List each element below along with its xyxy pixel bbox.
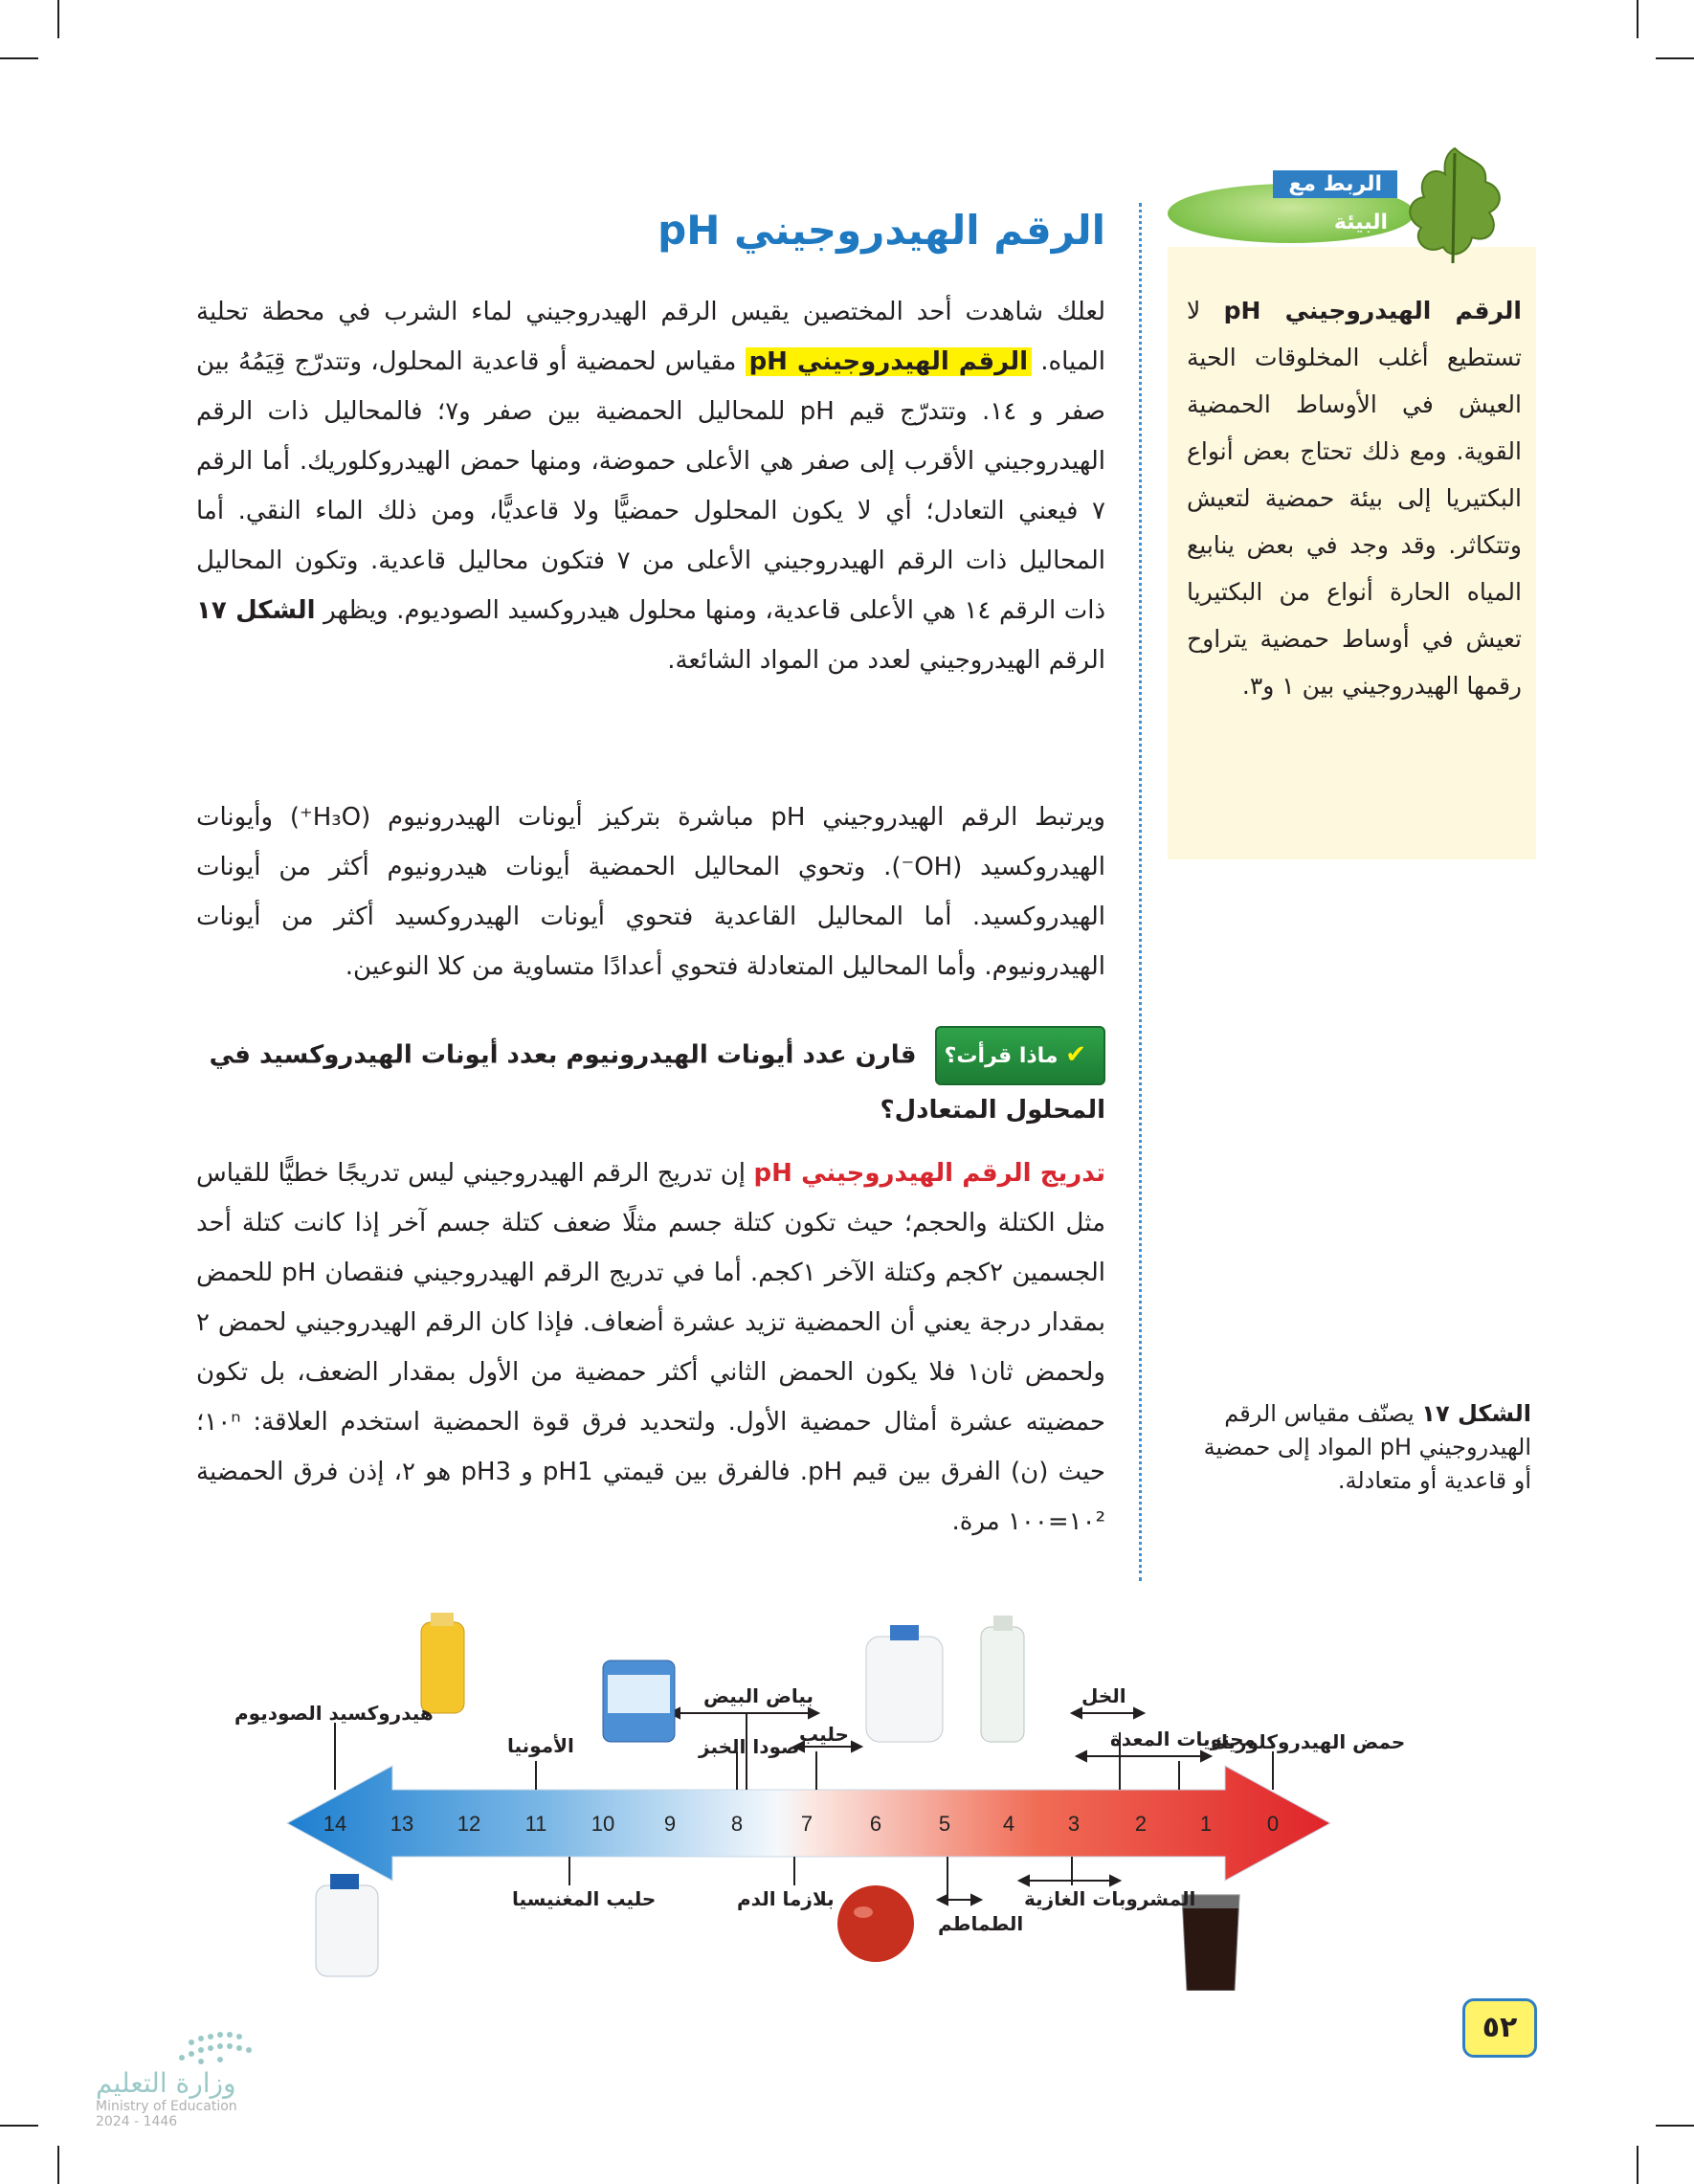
vinegar-bottle-image [981,1627,1024,1742]
caption-text: يصنّف مقياس الرقم الهيدروجيني pH المواد إلى حمضية أو قاعدية أو متعادلة. [1203,1400,1531,1494]
figure-reference: الشكل ١٧ [196,596,316,625]
ph-11: 11 [524,1812,547,1836]
ph-14: 14 [323,1812,347,1836]
badge-line2: البيئة [1333,211,1388,234]
crop-mark [0,2125,38,2127]
label-hcl: حمض الهيدروكلوريك [1211,1730,1406,1753]
ph-7: 7 [800,1812,814,1836]
ministry-dots-icon [172,2029,287,2067]
page-number: ٥٢ [1462,1998,1537,2058]
ph-12: 12 [457,1812,481,1836]
crop-mark [1637,0,1638,38]
sidebar-heading: الرقم الهيدروجيني pH [1223,297,1522,324]
label-magnesia: حليب المغنيسيا [512,1887,657,1910]
label-tomato: الطماطم [938,1912,1024,1935]
crop-mark [0,57,38,59]
label-eggwhite: بياض البيض [703,1684,814,1707]
ph-0: 0 [1266,1812,1280,1836]
sidebar-body: لا تستطيع أغلب المخلوقات الحية العيش في الأوساط الحمضية القوية. ومع ذلك تحتاج بعض أنواع البكتيريا إلى بيئة حمضية لتعيش وتتكاثر. وقد وجد في بعض ينابيع المياه الحارة أنواع من البكتيريا تعيش في أوساط حمضية يتراوح رقمها الهيدروجيني بين ١ و٣. [1187,297,1522,700]
ph-4: 4 [1002,1812,1015,1836]
para1-intro: لعلك شاهدت أحد المختصين يقيس الرقم الهيدروجيني لماء الشرب في محطة تحلية المياه. [196,298,1106,376]
label-bakingsoda: صودا الخبز [699,1735,800,1758]
label-naoh: هيدروكسيد الصوديوم [234,1702,434,1725]
paragraph-3 [196,1148,1105,1547]
crop-mark [57,0,59,38]
column-divider [1139,203,1142,1581]
figure-caption [1187,1397,1531,1498]
crop-mark [1637,2146,1638,2184]
ph-8: 8 [730,1812,744,1836]
label-stomach: محتويات المعدة [1110,1727,1257,1750]
label-ammonia: الأمونيا [507,1734,574,1757]
label-milk: حليب [799,1723,849,1746]
reading-check-question: قارن عدد أيونات الهيدرونيوم بعدد أيونات الهيدروكسيد في المحلول المتعادل؟ [209,1040,1105,1125]
reading-check-badge [935,1026,1105,1085]
reading-check-label: ماذا قرأت؟ [944,1044,1059,1068]
tomato-image [837,1885,914,1962]
oak-leaf-icon [1397,144,1512,268]
paragraph-2: ويرتبط الرقم الهيدروجيني pH مباشرة بتركيز أيونات الهيدرونيوم (H₃O⁺) وأيونات الهيدروكسيد (OH⁻). وتحوي المحاليل الحمضية أيونات هيدرونيوم أكثر من أيونات الهيدروكسيد. أما المحاليل القاعدية فتحوي أيونات الهيدروكسيد أكثر من أيونات الهيدرونيوم. وأما المحاليل المتعادلة فتحوي أعدادًا متساوية من كلا النوعين. [196,803,1105,981]
key-term: الرقم الهيدروجيني pH [746,347,1032,376]
caption-label: الشكل ١٧ [1421,1400,1531,1427]
ministry-name-ar: وزارة التعليم [96,2067,236,2099]
ph-scale-figure [234,1608,1406,1991]
ph-6: 6 [869,1812,882,1836]
para1-end: الرقم الهيدروجيني لعدد من المواد الشائعة. [667,646,1105,675]
section-title: الرقم الهيدروجيني pH [658,207,1105,254]
reading-check [196,1026,1105,1135]
ph-1: 1 [1199,1812,1213,1836]
ph-13: 13 [390,1812,414,1836]
ministry-logo [96,2029,287,2129]
para1-body: مقياس لحمضية أو قاعدية المحلول، وتتدرّج قِيَمُهُ بين صفر و ١٤. وتتدرّج قيم pH للمحاليل الحمضية بين صفر و٧؛ فالمحاليل ذات الرقم الهيدروجيني الأقرب إلى صفر هي الأعلى حموضة، ومنها حمض الهيدروكلوريك. أما الرقم ٧ فيعني التعادل؛ أي لا يكون المحلول حمضيًّا ولا قاعديًّا، ومن ذلك الماء النقي. أما المحاليل ذات الرقم الهيدروجيني الأعلى من ٧ فتكون محاليل قاعدية. وتكون المحاليل ذات الرقم ١٤ هي الأعلى قاعدية، ومنها محلول هيدروكسيد الصوديوم. ويظهر [196,347,1106,625]
ph-3: 3 [1067,1812,1081,1836]
label-vinegar: الخل [1081,1684,1126,1707]
magnesia-bottle-image [316,1885,378,1976]
label-plasma: بلازما الدم [737,1887,835,1910]
crop-mark [1656,2125,1694,2127]
check-icon: ✔ [1065,1040,1086,1069]
badge-line1: الربط مع [1273,170,1397,198]
ph-scale-svg [278,1608,1340,1991]
sidebar-text [1187,287,1522,709]
ph-2: 2 [1134,1812,1148,1836]
ph-10: 10 [591,1812,615,1836]
label-soda: المشروبات الغازية [1024,1887,1196,1910]
para3-body: إن تدريج الرقم الهيدروجيني ليس تدريجًا خطيًّا للقياس مثل الكتلة والحجم؛ حيث تكون كتلة جسم مثلًا ضعف كتلة جسم آخر إذا كانت كتلة أحد الجسمين ٢كجم وكتلة الآخر ١كجم. أما في تدريج الرقم الهيدروجيني فنقصان pH للحمض بمقدار درجة يعني أن الحمضية تزيد عشرة أضعاف. فإذا كان الرقم الهيدروجيني لحمض ٢ ولحمض ثان١ فلا يكون الحمض الثاني أكثر حمضية من الأول بمقدار الضعف، بل تكون حمضيته عشرة أمثال حمضية الأول. ولتحديد فرق قوة الحمضية استخدم العلاقة: ١٠ⁿ؛ حيث (ن) الفرق بين قيم pH. فالفرق بين قيمتي pH1 و pH3 هو ٢، إذن فرق الحمضية ١٠²=١٠٠ مرة. [196,1159,1106,1536]
naoh-bottle-image [421,1622,464,1713]
ph-scale-numbers [323,1812,1279,1836]
paragraph-1 [196,287,1105,685]
ministry-name-en: Ministry of Education [96,2099,237,2114]
subsection-heading: تدريج الرقم الهيدروجيني pH [753,1159,1105,1188]
ph-9: 9 [663,1812,677,1836]
crop-mark [1656,57,1694,59]
crop-mark [57,2146,59,2184]
ph-5: 5 [938,1812,951,1836]
milk-jug-image [866,1637,943,1742]
ministry-year: 2024 - 1446 [96,2114,178,2129]
